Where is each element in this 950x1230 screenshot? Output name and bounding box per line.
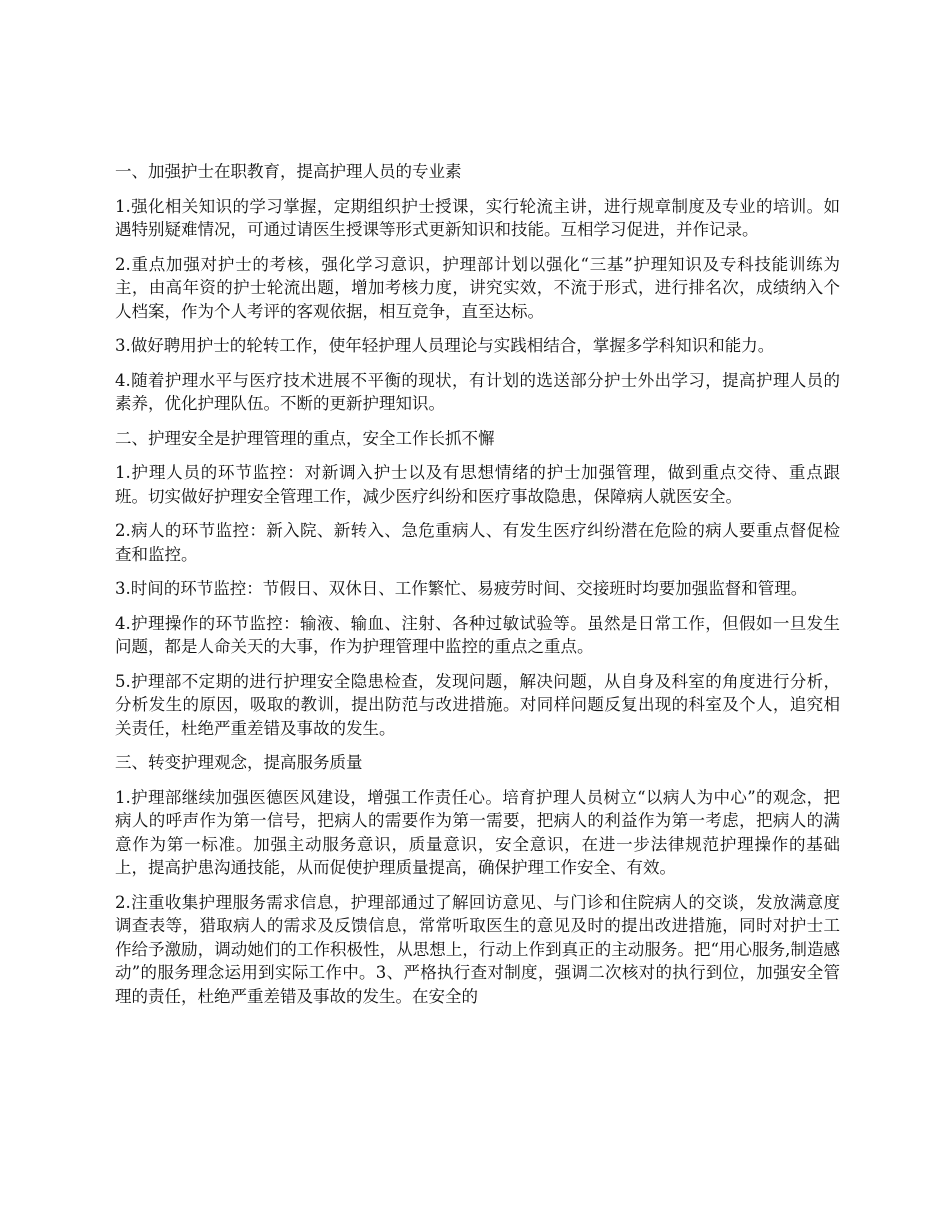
paragraph-1-1: 1.强化相关知识的学习掌握，定期组织护士授课，实行轮流主讲，进行规章制度及专业的培训。如遇特别疑难情况，可通过请医生授课等形式更新知识和技能。互相学习促进，并作记录。 <box>115 196 840 239</box>
paragraph-2-4: 4.护理操作的环节监控：输液、输血、注射、各种过敏试验等。虽然是日常工作，但假如一旦发生问题，都是人命关天的大事，作为护理管理中监控的重点之重点。 <box>115 613 840 656</box>
section-heading-2: 二、护理安全是护理管理的重点，安全工作长抓不懈 <box>115 428 495 448</box>
section-heading-1: 一、加强护士在职教育，提高护理人员的专业素 <box>115 162 462 181</box>
paragraph-1-2: 2.重点加强对护士的考核，强化学习意识，护理部计划以强化“三基”护理知识及专科技能训练为主，由高年资的护士轮流出题，增加考核力度，讲究实效，不流于形式，进行排名次，成绩纳入个人档案，作为个人考评的客观依据，相互竞争，直至达标。 <box>115 254 840 321</box>
paragraph-2-1: 1.护理人员的环节监控：对新调入护士以及有思想情绪的护士加强管理，做到重点交待、重点跟班。切实做好护理安全管理工作，减少医疗纠纷和医疗事故隐患，保障病人就医安全。 <box>115 463 840 506</box>
document-page <box>115 160 840 1019</box>
paragraph-1-4: 4.随着护理水平与医疗技术进展不平衡的现状，有计划的选送部分护士外出学习，提高护理人员的素养，优化护理队伍。不断的更新护理知识。 <box>115 370 840 413</box>
paragraph-2-2: 2.病人的环节监控：新入院、新转入、急危重病人、有发生医疗纠纷潜在危险的病人要重点督促检查和监控。 <box>115 521 840 564</box>
paragraph-3-2: 2.注重收集护理服务需求信息，护理部通过了解回访意见、与门诊和住院病人的交谈，发放满意度调查表等，猎取病人的需求及反馈信息，常常听取医生的意见及时的提出改进措施，同时对护士工作给予激励，调动她们的工作积极性，从思想上，行动上作到真正的主动服务。把“用心服务,制造感动”的服务理念运用到实际工作中。3、严格执行查对制度，强调二次核对的执行到位，加强安全管理的责任，杜绝严重差错及事故的发生。在安全的 <box>115 892 840 1006</box>
section-heading-3: 三、转变护理观念，提高服务质量 <box>115 753 363 772</box>
paragraph-2-3: 3.时间的环节监控：节假日、双休日、工作繁忙、易疲劳时间、交接班时均要加强监督和管理。 <box>115 579 808 598</box>
paragraph-1-3: 3.做好聘用护士的轮转工作，使年轻护理人员理论与实践相结合，掌握多学科知识和能力。 <box>115 336 775 355</box>
paragraph-2-5: 5.护理部不定期的进行护理安全隐患检查，发现问题，解决问题，从自身及科室的角度进行分析，分析发生的原因，吸取的教训，提出防范与改进措施。对同样问题反复出现的科室及个人，追究相关责任，杜绝严重差错及事故的发生。 <box>115 671 840 738</box>
paragraph-3-1: 1.护理部继续加强医德医风建设，增强工作责任心。培育护理人员树立“以病人为中心”的观念，把病人的呼声作为第一信号，把病人的需要作为第一需要，把病人的利益作为第一考虑，把病人的满意作为第一标准。加强主动服务意识，质量意识，安全意识，在进一步法律规范护理操作的基础上，提高护患沟通技能，从而促使护理质量提高，确保护理工作安全、有效。 <box>115 787 840 877</box>
